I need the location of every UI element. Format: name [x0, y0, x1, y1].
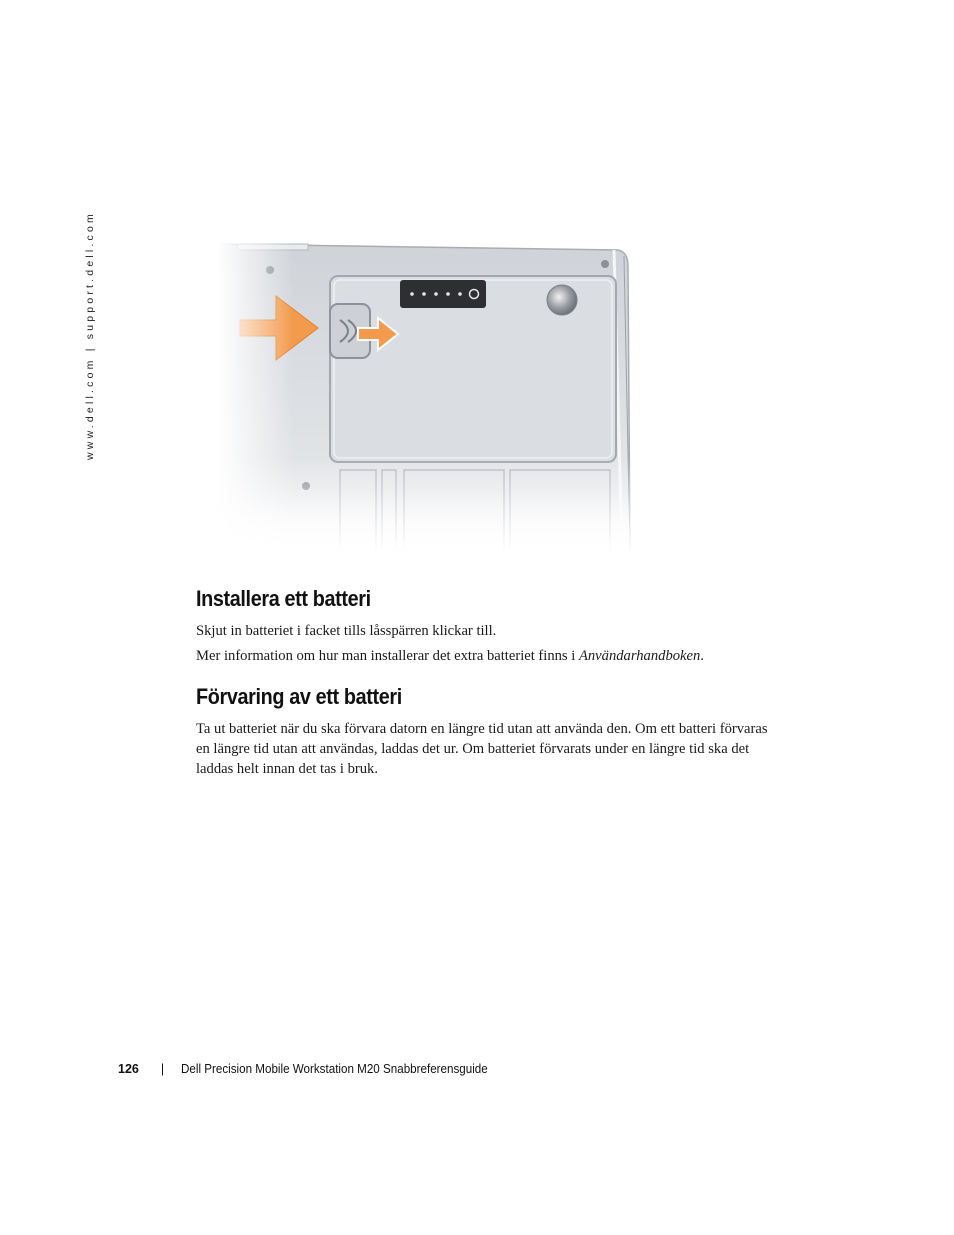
install-instruction: Skjut in batteriet i facket tills låsspärren klickar till. — [196, 623, 497, 639]
section-heading-storage: Förvaring av ett batteri — [196, 684, 402, 709]
footer-separator: | — [160, 1062, 165, 1076]
users-guide-reference: Användarhandboken — [578, 648, 701, 664]
sidebar-url: www.dell.com | support.dell.com — [84, 211, 96, 460]
storage-line-1: Ta ut batteriet när du ska förvara datorn en längre tid utan att använda den. Om ett batteri förvaras — [196, 721, 768, 737]
page-footer — [118, 1062, 511, 1076]
install-more-info — [196, 646, 704, 666]
storage-line-2: en längre tid utan att användas, laddas det ur. Om batteriet förvarats under en längre tid ska det — [196, 741, 750, 757]
storage-paragraph — [196, 719, 768, 779]
install-more-info-text: Mer information om hur man installerar det extra batteriet finns i — [196, 648, 579, 664]
battery-install-illustration — [218, 236, 638, 552]
document-title: Dell Precision Mobile Workstation M20 Snabbreferensguide — [181, 1062, 488, 1076]
page-number: 126 — [118, 1062, 139, 1076]
install-more-info-period: . — [700, 648, 704, 664]
section-heading-install: Installera ett batteri — [196, 586, 371, 611]
storage-line-3: laddas helt innan det tas i bruk. — [196, 761, 378, 777]
